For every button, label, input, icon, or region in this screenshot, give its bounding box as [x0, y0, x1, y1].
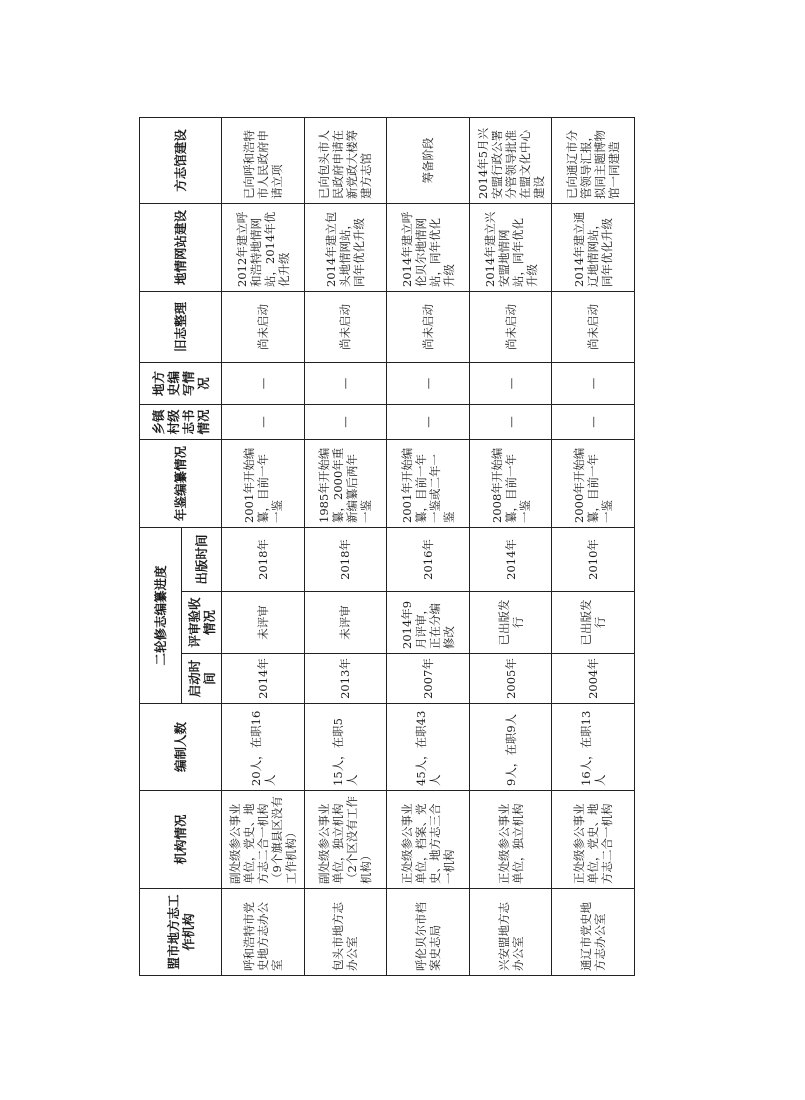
cell-start: 2004年 — [552, 654, 635, 704]
cell-review: 2014年9月评审，正在分编修改 — [387, 592, 470, 654]
header-old-records: 旧志整理 — [140, 291, 222, 362]
cell-local-history: — — [387, 362, 470, 404]
table-row — [222, 117, 305, 975]
cell-township: — — [469, 404, 552, 439]
cell-yearbook: 2001年开始编纂，目前一年一鉴或二年一鉴 — [387, 439, 470, 527]
header-row-1 — [140, 117, 182, 975]
cell-institution: 正处级参公事业单位，独立机构 — [469, 791, 552, 889]
cell-museum: 2014年5月兴安盟行政公署分管领导批准在盟文化中心建设 — [469, 117, 552, 203]
cell-staff: 45人，在职43人 — [387, 704, 470, 791]
cell-staff: 9人，在职9人 — [469, 704, 552, 791]
cell-review: 未评审 — [222, 592, 305, 654]
cell-website: 2014年建立通辽地情网站，同年优化升级 — [552, 203, 635, 291]
cell-org: 呼和浩特市党史地方志办公室 — [222, 889, 305, 976]
cell-start: 2007年 — [387, 654, 470, 704]
cell-website: 2014年建立包头地情网站，同年优化升级 — [304, 203, 387, 291]
cell-township: — — [222, 404, 305, 439]
cell-institution: 副处级参公事业单位，独立机构（2个区没有工作机构） — [304, 791, 387, 889]
cell-old-records: 尚未启动 — [222, 291, 305, 362]
table-row — [387, 117, 470, 975]
cell-website: 2014年建立呼伦贝尔地情网站，同年优化升级 — [387, 203, 470, 291]
header-progress-group: 二轮修志编纂进度 — [140, 527, 182, 703]
cell-institution: 正处级参公事业单位，档案、党史、地方志三合一机构 — [387, 791, 470, 889]
cell-publish: 2016年 — [387, 527, 470, 591]
cell-museum: 已向包头市人民政府申请在新党政大楼筹建方志馆 — [304, 117, 387, 203]
cell-review: 已出版发行 — [552, 592, 635, 654]
header-publish: 出版时间 — [182, 527, 222, 591]
cell-start: 2014年 — [222, 654, 305, 704]
header-township: 乡镇村级志书情况 — [140, 404, 222, 439]
cell-start: 2005年 — [469, 654, 552, 704]
header-museum: 方志馆建设 — [140, 117, 222, 203]
cell-township: — — [552, 404, 635, 439]
cell-review: 未评审 — [304, 592, 387, 654]
cell-local-history: — — [552, 362, 635, 404]
header-institution: 机构情况 — [140, 791, 222, 889]
cell-yearbook: 2000年开始编纂，目前一年一鉴 — [552, 439, 635, 527]
cell-publish: 2018年 — [304, 527, 387, 591]
cell-old-records: 尚未启动 — [469, 291, 552, 362]
table-row — [304, 117, 387, 975]
header-local-history: 地方史编写情况 — [140, 362, 222, 404]
header-org: 盟市地方志工作机构 — [140, 889, 222, 976]
cell-staff: 20人，在职16人 — [222, 704, 305, 791]
cell-museum: 筹备阶段 — [387, 117, 470, 203]
header-review: 评审验收情况 — [182, 592, 222, 654]
cell-institution: 正处级参公事业单位，党史、地方志二合一机构 — [552, 791, 635, 889]
cell-org: 兴安盟地方志办公室 — [469, 889, 552, 976]
cell-staff: 16人，在职13人 — [552, 704, 635, 791]
cell-old-records: 尚未启动 — [304, 291, 387, 362]
cell-old-records: 尚未启动 — [387, 291, 470, 362]
cell-publish: 2010年 — [552, 527, 635, 591]
cell-old-records: 尚未启动 — [552, 291, 635, 362]
cell-publish: 2018年 — [222, 527, 305, 591]
cell-start: 2013年 — [304, 654, 387, 704]
cell-org: 通辽市党史地方志办公室 — [552, 889, 635, 976]
cell-website: 2012年建立呼和浩特地情网站，2014年优化升级 — [222, 203, 305, 291]
cell-staff: 15人，在职5人 — [304, 704, 387, 791]
cell-museum: 已向呼和浩特市人民政府申请立项 — [222, 117, 305, 203]
cell-local-history: — — [469, 362, 552, 404]
cell-yearbook: 2008年开始编纂，目前一年一鉴 — [469, 439, 552, 527]
header-yearbook: 年鉴编纂情况 — [140, 439, 222, 527]
table-row — [469, 117, 552, 975]
cell-township: — — [304, 404, 387, 439]
cell-website: 2014年建立兴安盟地情网站，同年优化升级 — [469, 203, 552, 291]
rotated-table-sheet — [139, 118, 634, 976]
cell-yearbook: 1985年开始编纂，2000年重新编纂后两年一鉴 — [304, 439, 387, 527]
header-staff: 编制人数 — [140, 704, 222, 791]
cell-museum: 已向通辽市分管领导汇报，拟同主题博物馆一同建造 — [552, 117, 635, 203]
cell-yearbook: 2001年开始编纂，目前一年一鉴 — [222, 439, 305, 527]
cell-review: 已出版发行 — [469, 592, 552, 654]
header-start: 启动时间 — [182, 654, 222, 704]
cell-local-history: — — [304, 362, 387, 404]
cell-org: 包头市地方志办公室 — [304, 889, 387, 976]
cell-publish: 2014年 — [469, 527, 552, 591]
header-website: 地情网站建设 — [140, 203, 222, 291]
cell-org: 呼伦贝尔市档案史志局 — [387, 889, 470, 976]
table-row — [552, 117, 635, 975]
cell-township: — — [387, 404, 470, 439]
cell-institution: 副处级参公事业单位，党史、地方志二合一机构（9个旗县区没有工作机构） — [222, 791, 305, 889]
local-records-table — [139, 117, 635, 976]
cell-local-history: — — [222, 362, 305, 404]
